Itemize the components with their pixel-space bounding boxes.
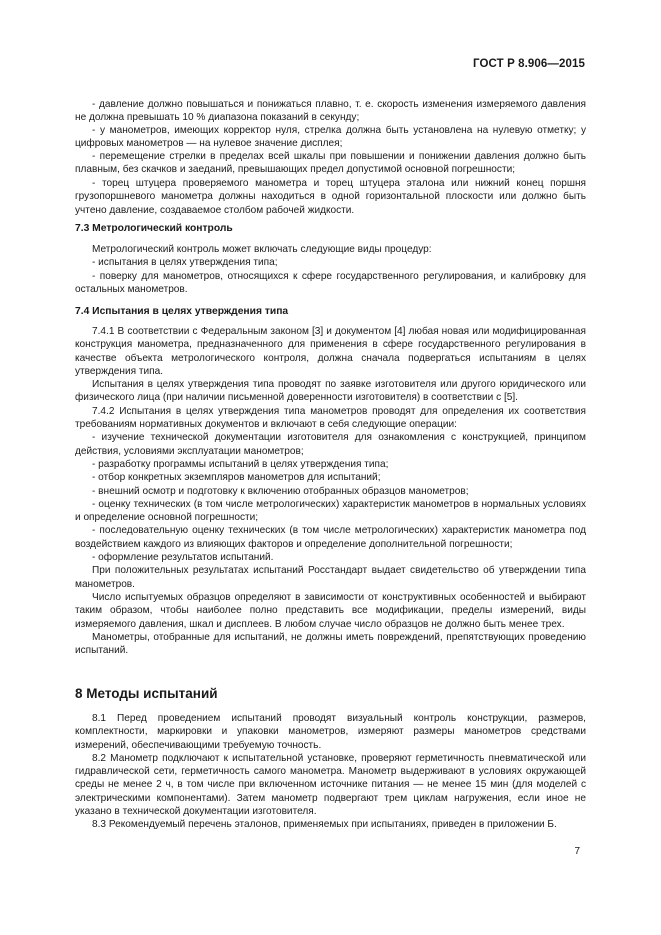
list-item-text: - торец штуцера проверяемого манометра и торец штуцера эталона или нижний конец поршня грузопоршневого манометра должны находиться в одной горизонтальной плоскости или должно быть учтено давление, создаваемое столбом рабочей жидкости. (75, 178, 586, 216)
top-list-2 (75, 124, 586, 151)
list-item (75, 124, 586, 151)
section-7-3-title: 7.3 Метрологический контроль (75, 223, 233, 234)
list-item: - отбор конкретных экземпляров манометров для испытаний; (92, 472, 381, 484)
paragraph: 7.4.2 Испытания в целях утверждения типа манометров проводят для определения их соответствия требованиям нормативных документов и включают в себя следующие операции: (75, 405, 586, 431)
standard-header: ГОСТ Р 8.906—2015 (473, 58, 585, 70)
section-7-3 (75, 222, 586, 235)
paragraph: 7.4.1 В соответствии с Федеральным законом [3] и документом [4] любая новая или модифицированная конструкция манометра, предназначенного для применения в сфере государственного регулирования в качестве объекта метрологического контроля, должна сначала подвергаться испытаниям в целях утверждения типа. (75, 326, 586, 377)
list-item: - последовательную оценку технических (в том числе метрологических) характеристик манометра под воздействием каждого из влияющих факторов и определение дополнительной погрешности; (75, 525, 586, 550)
paragraph: Манометры, отобранные для испытаний, не должны иметь повреждений, препятствующих проведению испытаний. (75, 631, 586, 657)
section-7-4-body (75, 325, 586, 657)
section-7-3-intro: Метрологический контроль может включать следующие виды процедур: (92, 244, 432, 255)
list-item-text: - давление должно повышаться и понижаться плавно, т. е. скорость изменения измеряемого давления не должна превышать 10 % диапазона показаний в секунду; (75, 99, 586, 124)
paragraph: Испытания в целях утверждения типа проводят по заявке изготовителя или другого юридического или физического лица (при наличии письменной доверенности изготовителя) в соответствии с [5]. (75, 379, 586, 404)
list-item (75, 150, 586, 177)
list-item (75, 177, 586, 217)
section-8-body (75, 712, 586, 832)
list-item: - оформление результатов испытаний. (92, 552, 274, 564)
list-item (75, 98, 586, 125)
section-8-title: 8 Методы испытаний (75, 686, 218, 701)
list-item-text: - перемещение стрелки в пределах всей шкалы при повышении и понижении давления должно быть плавным, без скачков и заеданий, превышающих предел допустимой основной погрешности; (75, 151, 586, 176)
paragraph: При положительных результатах испытаний Росстандарт выдает свидетельство об утверждении типа манометров. (75, 565, 586, 590)
top-list-4 (75, 177, 586, 217)
list-item: - оценку технических (в том числе метрологических) характеристик манометров в нормальных условиях и определение основной погрешности; (75, 498, 586, 524)
section-7-4-title: 7.4 Испытания в целях утверждения типа (75, 306, 289, 317)
list-item: - внешний осмотр и подготовку к включению отобранных образцов манометров; (92, 485, 469, 497)
section-7-4 (75, 305, 586, 318)
list-item: - разработку программы испытаний в целях утверждения типа; (92, 458, 389, 470)
paragraph: 8.1 Перед проведением испытаний проводят визуальный контроль конструкции, размеров, комплектности, маркировки и упаковки манометров, измеряют размеры манометров средствами измерений, обеспечивающими требуемую точность. (75, 713, 586, 751)
list-item: - поверку для манометров, относящихся к сфере государственного регулирования, и калибровку для остальных манометров. (75, 270, 586, 295)
top-list-3 (75, 150, 586, 177)
paragraph: Число испытуемых образцов определяют в зависимости от конструктивных особенностей и выбирают таким образом, чтобы наиболее полно представить все модификации, пределы измерений, виды измеряемого давления, шкал и дисплеев. В любом случае число образцов не должно быть менее трех. (75, 591, 586, 630)
page-number: 7 (574, 846, 580, 857)
section-8 (75, 687, 586, 700)
list-item: - изучение технической документации изготовителя для ознакомления с конструкцией, принципом действия, условиями эксплуатации манометров; (75, 432, 586, 457)
list-item-text: - у манометров, имеющих корректор нуля, стрелка должна быть установлена на нулевую отметку; у цифровых манометров — на нулевое значение дисплея; (75, 125, 586, 150)
paragraph: 8.2 Манометр подключают к испытательной установке, проверяют герметичность пневматической или гидравлической сети, герметичность самого манометра. Манометр выдерживают в условиях окружающей среды не менее 2 ч, в том числе при включенном источнике питания — не менее 15 мин (для моделей с электрическими компонентами). Затем манометр подвергают трем циклам нагружения, если иное не указано в технической документации изготовителя. (75, 752, 586, 818)
top-list (75, 98, 586, 125)
list-item: - испытания в целях утверждения типа; (92, 257, 278, 269)
paragraph: 8.3 Рекомендуемый перечень эталонов, применяемых при испытаниях, приведен в приложении Б. (92, 819, 557, 831)
section-7-3-body (75, 243, 586, 296)
